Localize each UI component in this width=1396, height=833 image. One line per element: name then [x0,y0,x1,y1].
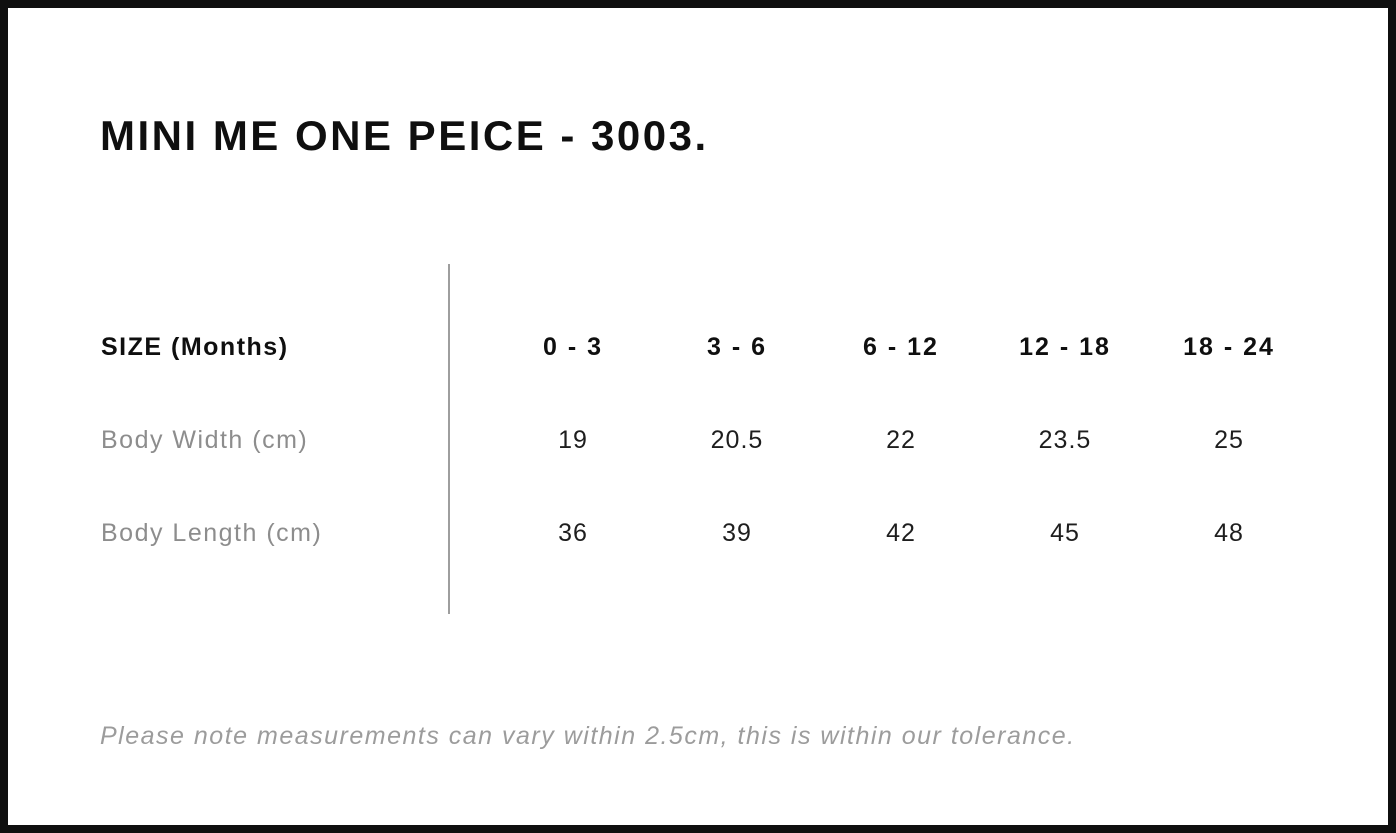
body-length-value: 45 [1050,519,1080,547]
body-width-value: 23.5 [1038,426,1092,454]
row-label-body-length: Body Length (cm) [101,519,323,547]
body-width-value: 25 [1214,426,1244,454]
body-length-value: 39 [722,519,752,547]
vertical-divider [448,264,450,614]
table-row-body-length [101,487,1311,580]
size-header-label: SIZE (Months) [101,333,289,361]
body-length-value: 48 [1214,519,1244,547]
body-width-value: 22 [886,426,916,454]
column-header-12-18: 12 - 18 [1019,333,1111,361]
body-length-value: 42 [886,519,916,547]
size-chart-table [101,264,1311,614]
column-header-18-24: 18 - 24 [1183,333,1275,361]
row-label-body-width: Body Width (cm) [101,426,309,454]
column-header-3-6: 3 - 6 [706,333,768,361]
column-header-0-3: 0 - 3 [542,333,604,361]
table-row-body-width [101,394,1311,487]
page-title: MINI ME ONE PEICE - 3003. [100,112,709,159]
column-header-6-12: 6 - 12 [863,333,939,361]
tolerance-note: Please note measurements can vary within 2.5cm, this is within our tolerance. [100,722,1076,750]
body-length-value: 36 [558,519,588,547]
body-width-value: 19 [558,426,588,454]
size-chart-header-row [101,301,1311,394]
body-width-value: 20.5 [710,426,764,454]
